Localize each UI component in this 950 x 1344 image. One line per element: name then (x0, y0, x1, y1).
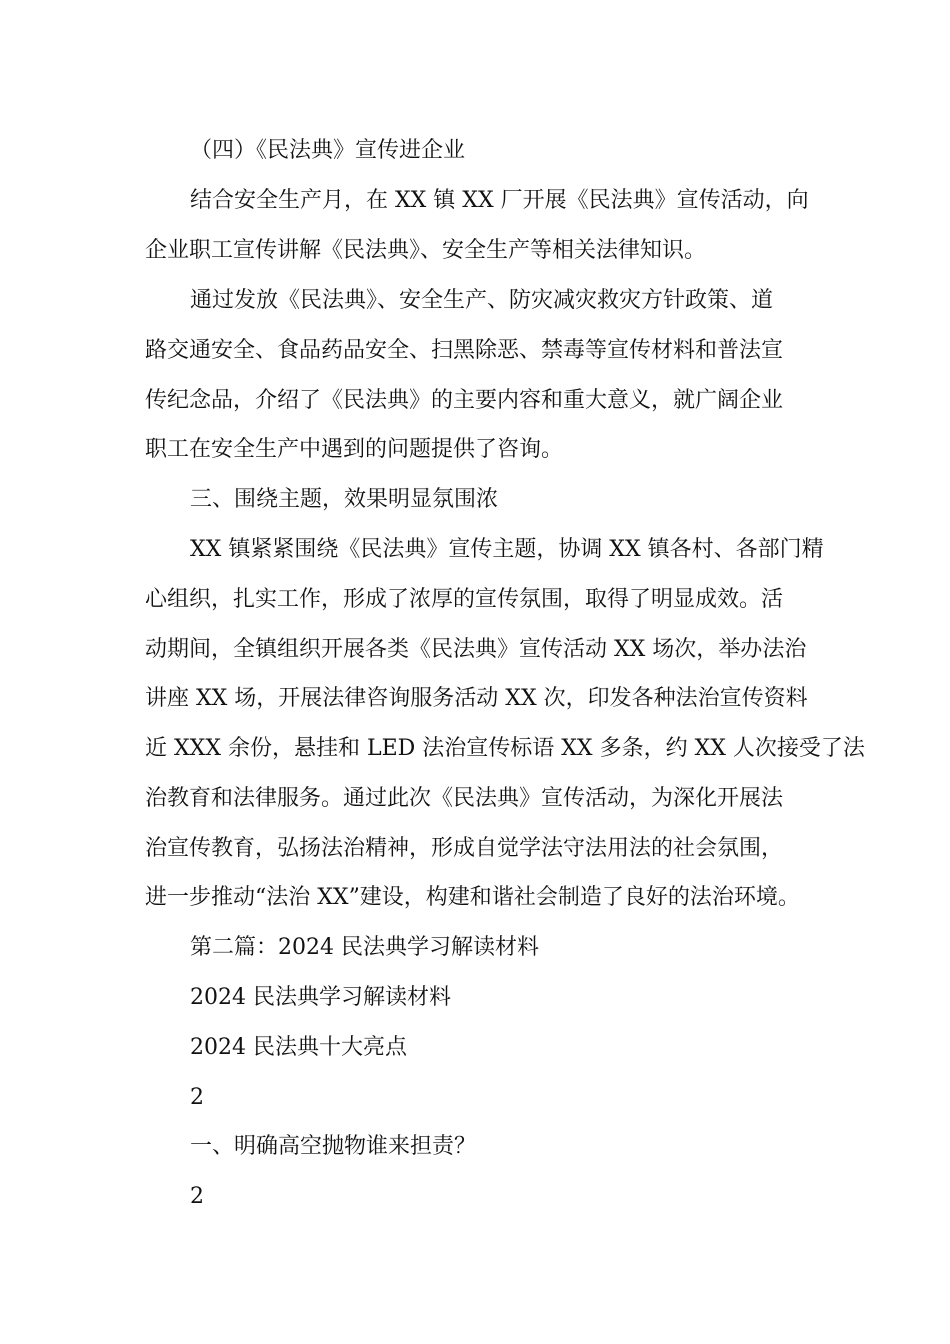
paragraph-line: 治宣传教育，弘扬法治精神，形成自觉学法守法用法的社会氛围， (145, 836, 784, 861)
paragraph-line: 传纪念品，介绍了《民法典》的主要内容和重大意义，就广阔企业 (145, 388, 784, 413)
paragraph-line: 进一步推动“法治 XX”建设，构建和谐社会制造了良好的法治环境。 (145, 885, 800, 910)
paragraph-line: 结合安全生产月，在 XX 镇 XX 厂开展《民法典》宣传活动，向 (190, 188, 809, 213)
part-two-title: 第二篇：2024 民法典学习解读材料 (190, 935, 539, 960)
page-number: 2 (190, 1085, 204, 1110)
paragraph-line: 讲座 XX 场，开展法律咨询服务活动 XX 次，印发各种法治宣传资料 (145, 686, 808, 711)
paragraph-line: 通过发放《民法典》、安全生产、防灾减灾救灾方针政策、道 (190, 288, 774, 313)
part-two-subtitle: 2024 民法典学习解读材料 (190, 985, 451, 1010)
paragraph-line: 企业职工宣传讲解《民法典》、安全生产等相关法律知识。 (145, 238, 707, 263)
page-number: 2 (190, 1184, 204, 1209)
highlights-title: 2024 民法典十大亮点 (190, 1035, 407, 1060)
list-item-heading: 一、明确高空抛物谁来担责？ (190, 1134, 477, 1159)
paragraph-line: 职工在安全生产中遇到的问题提供了咨询。 (145, 437, 564, 462)
section-heading-3: 三、围绕主题，效果明显氛围浓 (190, 487, 499, 512)
paragraph-line: XX 镇紧紧围绕《民法典》宣传主题，协调 XX 镇各村、各部门精 (190, 537, 824, 562)
paragraph-line: 近 XXX 余份，悬挂和 LED 法治宣传标语 XX 多条，约 XX 人次接受了法 (145, 736, 865, 761)
paragraph-line: 心组织，扎实工作，形成了浓厚的宣传氛围，取得了明显成效。活 (145, 587, 784, 612)
paragraph-line: 动期间，全镇组织开展各类《民法典》宣传活动 XX 场次，举办法治 (145, 637, 807, 662)
section-heading-4: （四）《民法典》宣传进企业 (190, 138, 466, 163)
paragraph-line: 路交通安全、食品药品安全、扫黑除恶、禁毒等宣传材料和普法宣 (145, 338, 784, 363)
paragraph-line: 治教育和法律服务。通过此次《民法典》宣传活动，为深化开展法 (145, 786, 784, 811)
